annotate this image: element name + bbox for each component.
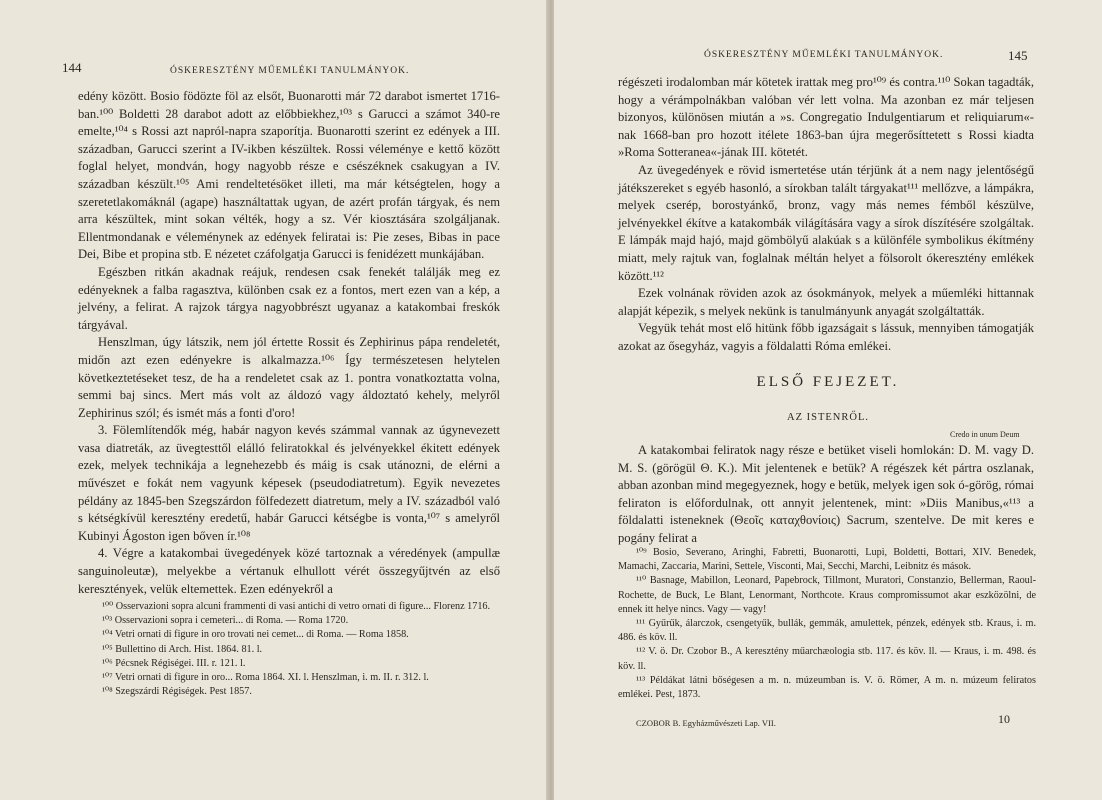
footnote: ¹¹³ Példákat látni bőségesen a m. n. múzeumban is. V. ö. Römer, A m. n. múzeum feliratos emlékei. Pest, 1873. (618, 674, 1036, 701)
section-title: AZ ISTENRŐL. (787, 412, 869, 423)
signature-number: 10 (998, 712, 1010, 726)
motto: Credo in unum Deum (950, 430, 1020, 439)
paragraph: 3. Fölemlítendők még, habár nagyon kevés számmal vannak az úgynevezett vasa diatreták, az üvegtesttől elálló feliratokkal és jelvényekkel ékitett edények ezek, melyek technikája a legnehezebb és máig is csak utánozni, de elérni a művészet e fokát nem vagyunk képesek (pseudodiatretum). Egyik nevezetes példány az 1845-ben Szegszárdon fölfedezett diatretum, mely a IV. századból való s kétségkívül keresztény eredetű, habár Garucci kétségbe is vonta,¹⁰⁷ s amelyről Kubinyi Ágoston igen bőven ír.¹⁰⁸ (78, 423, 500, 543)
paragraph: 4. Végre a katakombai üvegedények közé tartoznak a véredények (ampullæ sanguinoleutæ), melyekbe a vértanuk elhullott vérét összegyűjtvén az első keresztények, velük eltemettek. Ezen edényekről a (78, 546, 500, 596)
running-head: ÓSKERESZTÉNY MŰEMLÉKI TANULMÁNYOK. (704, 50, 944, 60)
paragraph: Az üvegedények e rövid ismertetése után térjünk át a nem nagy jelentőségű játékszereket s egyéb hasonló, a sírokban talált tárgyakat¹¹¹ mellőzve, a lámpákra, melyek cserép, borostyánkő, bronz, vagy más nemes fémből készülve, jelvényekkel ékítve a katakombák világítására vagy a sírok díszítésére szolgáltak. E lámpák majd hajó, majd gömbölyű alakúak s a különféle symbolikus ékítmény miatt, mely rajtuk van, foglalnak méltán helyet a fölsorolt ókeresztény emlékek között.¹¹² (618, 162, 1034, 283)
chapter-title: ELSŐ FEJEZET. (756, 374, 900, 390)
running-head: ÓSKERESZTÉNY MŰEMLÉKI TANULMÁNYOK. (170, 66, 410, 76)
footnote: ¹⁰⁵ Bullettino di Arch. Hist. 1864. 81. l. (102, 643, 263, 655)
footnotes (84, 600, 500, 699)
left-page (0, 0, 548, 800)
footnote: ¹¹² V. ö. Dr. Czobor B., A keresztény műarchæologia stb. 117. és köv. ll. — Kraus, i. m. 498. és köv. ll. (618, 646, 1036, 672)
footnote: ¹¹⁰ Basnage, Mabillon, Leonard, Papebrock, Tillmont, Muratori, Constanzio, Bellerman, Raoul-Rochette, de Buck, Le Blant, Lenormant, Northcote. Kraus compromissumot akar eszközölni, de ennek itt helye nincs. Vagy — vagy! (618, 575, 1036, 615)
footnotes (618, 546, 1036, 702)
footnote: ¹⁰³ Osservazioni sopra i cemeteri... di Roma. — Roma 1720. (102, 615, 349, 627)
paragraph: Egészben ritkán akadnak reájuk, rendesen csak fenekét találják meg ez edényeknek a falba ragasztva, különben csak ez a fontos, mert ezen van a kép, a jelvény, a felirat. A rajzok tárgya nagyobbrészt ugyanaz a katakombai freskók tárgyával. (78, 264, 500, 332)
main-text (78, 88, 500, 598)
printer-signature: CZOBOR B. Egyházművészeti Lap. VII. (636, 718, 776, 728)
main-text-bottom (618, 442, 1034, 548)
paragraph: Henszlman, úgy látszik, nem jól értette Rossit és Zephirinus pápa rendeletét, midőn azt ezen edényekre is alkalmazza.¹⁰⁶ Így természetesen helytelen következtetéseket tesz, de ha a rendeletet csak az 1. pontra vonatkoztatta volna, semmi baj sincs. Mert más volt az áldozó vagy áldoztató kehely, melyről Zephirinus szól; és ismét más a fonti d'oro! (78, 335, 500, 420)
footnote: ¹⁰⁸ Szegszárdi Régiségek. Pest 1857. (102, 686, 252, 698)
paragraph: Vegyük tehát most elő hitünk főbb igazságait s lássuk, mennyiben támogatják azokat az ősegyház, vagyis a földalatti Róma emlékei. (618, 321, 1034, 353)
right-page (554, 0, 1102, 800)
page-number: 144 (62, 60, 82, 75)
footnote: ¹⁰⁹ Bosio, Severano, Aringhi, Fabretti, Buonarotti, Lupi, Boldetti, Bottari, XIV. Benedek, Mamachi, Zaccaria, Marini, Settele, Visconti, Mai, Secchi, Marchi, Leibnitz és mások. (618, 547, 1036, 573)
footnote: ¹⁰⁴ Vetri ornati di figure in oro trovati nei cemet... di Roma. — Roma 1858. (102, 629, 409, 641)
footnote: ¹⁰⁰ Osservazioni sopra alcuni frammenti di vasi antichi di vetro ornati di figure... Florenz 1716. (102, 601, 491, 612)
paragraph: Ezek volnának röviden azok az ósokmányok, melyek a műemléki hittannak alapját képezik, s melyek nekünk is tanulmányunk anyagát szolgáltatták. (618, 286, 1034, 318)
main-text-top (618, 74, 1034, 356)
footnote: ¹⁰⁶ Pécsnek Régiségei. III. r. 121. l. (102, 657, 246, 669)
footnote: ¹¹¹ Gyűrűk, álarczok, csengetyűk, bullák, gemmák, amulettek, pénzek, edények stb. Kraus, i. m. 486. és köv. ll. (618, 618, 1036, 644)
footnote: ¹⁰⁷ Vetri ornati di figure in oro... Roma 1864. XI. l. Henszlman, i. m. II. r. 312. l. (102, 672, 429, 684)
paragraph: A katakombai feliratok nagy része e betüket viseli homlokán: D. M. vagy D. M. S. (görögül Θ. K.). Mit jelentenek e betük? A régészek két pártra oszlanak, abban azonban mind megegyeznek, hogy e betük, melyek igen sok ó-görög, római feliraton is előfordulnak, ott annyit jelentenek, mint: »Diis Manibus,«¹¹³ a földalatti isteneknek (Θεοῖς καταχθονίοις) Sacrum, szentelve. De mit keres e pogány felirat a (618, 443, 1034, 545)
page-number: 145 (1008, 48, 1028, 63)
paragraph: edény között. Bosio födözte föl az elsőt, Buonarotti már 72 darabot ismertet 1716-ban.¹⁰⁰ Boldetti 28 darabot adott az előbbiekhez,¹⁰³ s Garucci a számot 340-re emelte,¹⁰⁴ s Rossi azt napról-napra szaporítja. Buonarotti szerint ez edények a III. században, Garucci szerint a IV-ikben készültek. Rossi véleménye e kettő között foglal helyet, mondván, hogy nagyobb része e csészéknek csakugyan a IV. században készült.¹⁰⁵ Ami rendeltetésöket illeti, ma már kétségtelen, hogy a szeretetlakomáknál (agape) használtattak ugyan, de azért profán tárgyak, és nem arra készültek, mint sokan vélték, hogy a sz. Vér kiosztására szolgáljanak. Ellentmondanak e véleménynek az edények feliratai is: Pie zeses, Bibas in pace Dei, Bibe et propina stb. E nézetet czáfolgatja Garucci is fenidézett munkájában. (78, 89, 500, 262)
paragraph: régészeti irodalomban már kötetek irattak meg pro¹⁰⁹ és contra.¹¹⁰ Sokan tagadták, hogy a vérámpolnákban valóban vér lett volna. Ma azonban ez már teljesen bizonyos, különösen miután a »s. Congregatio Indulgentiarum et reliquiarum«-nak 1668-ban pro hozott itélete 1863-ban újra megerősíttetett s Rossi kiadta »Roma Sotteranea«-jának III. kötetét. (618, 75, 1034, 160)
